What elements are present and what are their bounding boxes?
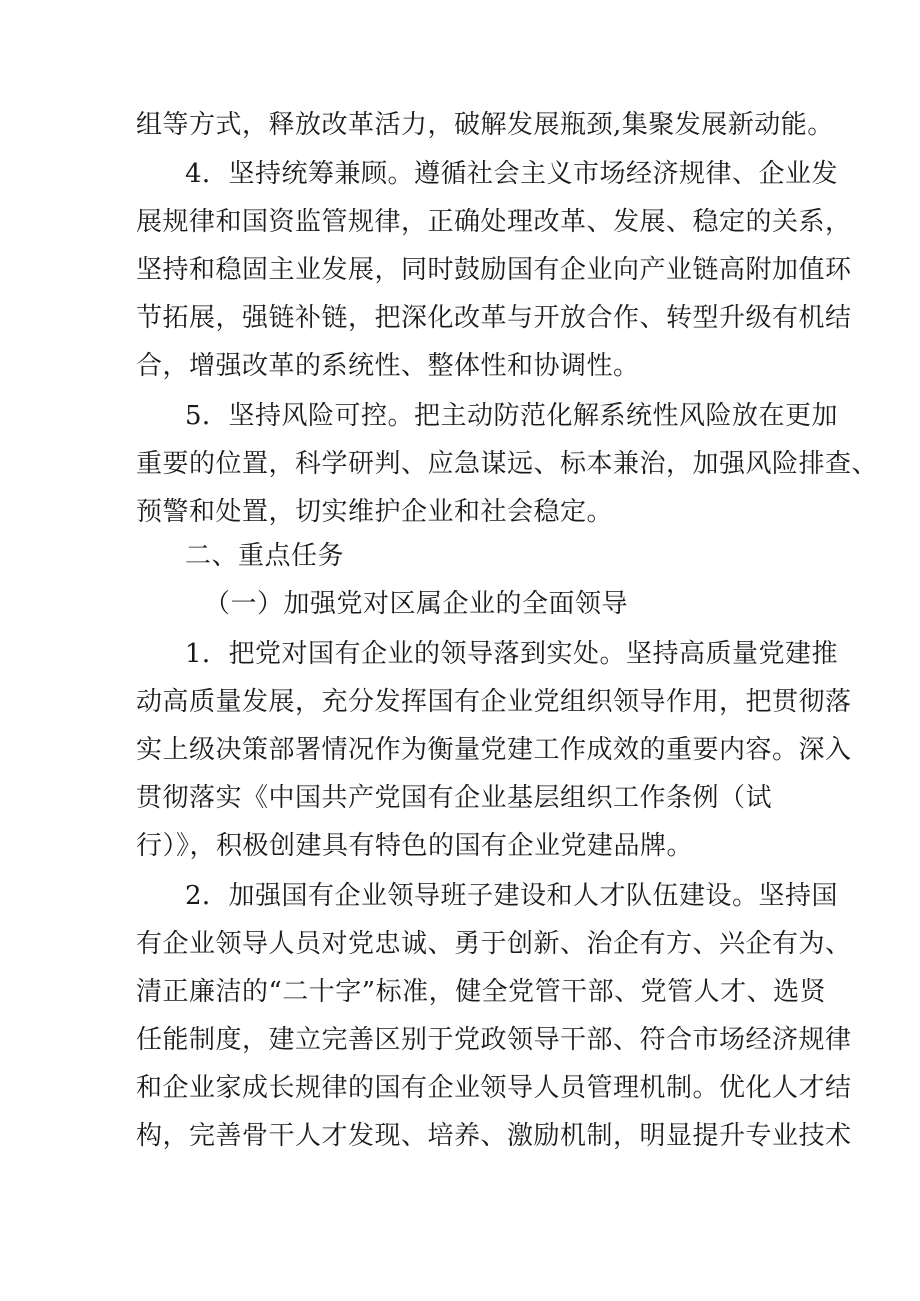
body-text-line: 组等方式，释放改革活力，破解发展瓶颈,集聚发展新动能。 [136, 110, 834, 140]
body-text-line: 实上级决策部署情况作为衡量党建工作成效的重要内容。深入 [136, 735, 852, 765]
body-text-line: 构，完善骨干人才发现、培养、激励机制，明显提升专业技术 [136, 1121, 852, 1151]
paragraph-task-2-heading: 2．加强国有企业领导班子建设和人才队伍建设。坚持国 [185, 881, 839, 911]
body-text-line: 有企业领导人员对党忠诚、勇于创新、治企有方、兴企有为、 [136, 929, 852, 959]
body-text-line: 贯彻落实《中国共产党国有企业基层组织工作条例（试 [136, 783, 773, 813]
body-text-line: 清正廉洁的“二十字”标准，健全党管干部、党管人才、选贤 [136, 977, 827, 1007]
body-text-line: 和企业家成长规律的国有企业领导人员管理机制。优化人才结 [136, 1073, 852, 1103]
paragraph-principle-4-heading: 4．坚持统筹兼顾。遵循社会主义市场经济规律、企业发 [185, 159, 839, 189]
body-text-line: 预警和处置，切实维护企业和社会稳定。 [136, 497, 614, 527]
body-text-line: 行）》，积极创建具有特色的国有企业党建品牌。 [136, 831, 694, 861]
body-text-line: 任能制度，建立完善区别于党政领导干部、符合市场经济规律 [136, 1025, 852, 1055]
paragraph-task-1-heading: 1．把党对国有企业的领导落到实处。坚持高质量党建推 [185, 639, 839, 669]
body-text-line: 重要的位置，科学研判、应急谋远、标本兼治，加强风险排查、 [136, 449, 879, 479]
body-text-line: 节拓展，强链补链，把深化改革与开放合作、转型升级有机结 [136, 303, 852, 333]
body-text-line: 展规律和国资监管规律，正确处理改革、发展、稳定的关系， [136, 207, 852, 237]
body-text-line: 合，增强改革的系统性、整体性和协调性。 [136, 351, 640, 381]
paragraph-principle-5-heading: 5．坚持风险可控。把主动防范化解系统性风险放在更加 [185, 401, 839, 431]
section-heading-key-tasks: 二、重点任务 [185, 541, 345, 571]
body-text-line: 动高质量发展，充分发挥国有企业党组织领导作用，把贯彻落 [136, 687, 852, 717]
body-text-line: 坚持和稳固主业发展，同时鼓励国有企业向产业链高附加值环 [136, 255, 852, 285]
subsection-heading: （一）加强党对区属企业的全面领导 [204, 589, 629, 619]
